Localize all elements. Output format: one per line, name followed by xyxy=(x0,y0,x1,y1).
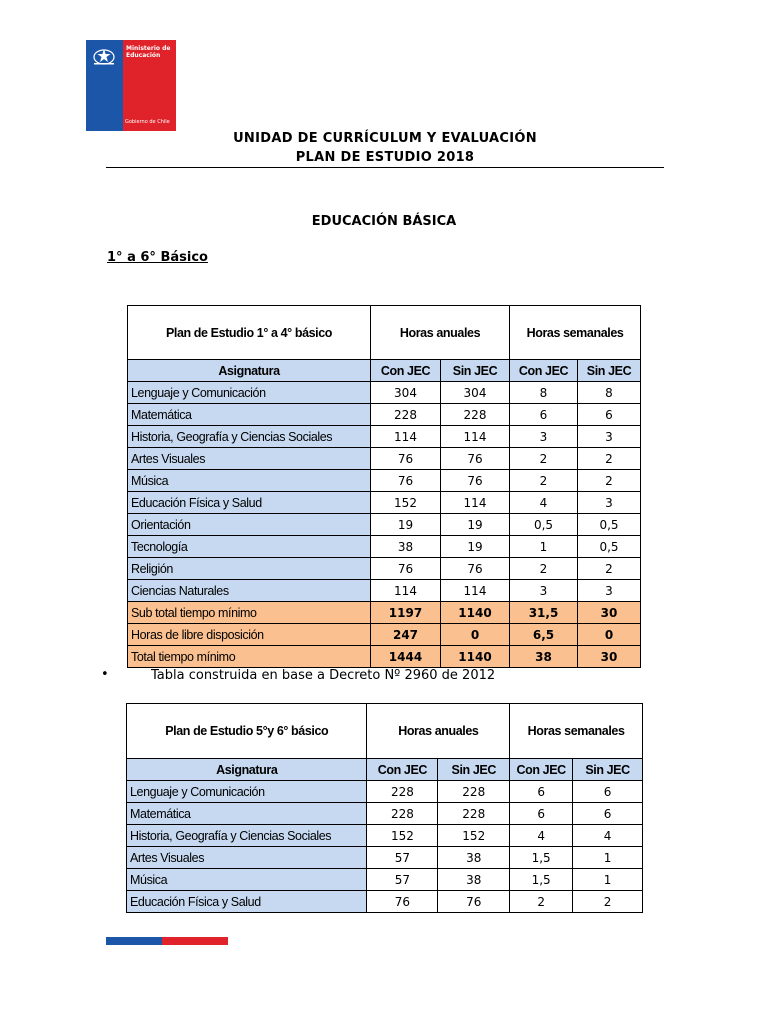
anual-sin-jec-cell: 114 xyxy=(441,492,510,514)
subject-cell: Horas de libre disposición xyxy=(128,624,371,646)
subject-cell: Matemática xyxy=(128,404,371,426)
anual-sin-jec-cell: 76 xyxy=(438,891,510,913)
subject-cell: Total tiempo mínimo xyxy=(128,646,371,668)
subject-cell: Religión xyxy=(128,558,371,580)
table-row xyxy=(127,869,643,891)
anual-con-jec-cell: 228 xyxy=(367,781,438,803)
subject-cell: Historia, Geografía y Ciencias Sociales xyxy=(128,426,371,448)
semanal-sin-jec-cell: 1 xyxy=(573,847,643,869)
table-title: Plan de Estudio 1° a 4° básico xyxy=(128,306,371,360)
anual-con-jec-cell: 57 xyxy=(367,847,438,869)
footer-blue-segment xyxy=(106,937,162,945)
header-line-2: PLAN DE ESTUDIO 2018 xyxy=(295,150,475,165)
logo-ministry-line2: Educación xyxy=(126,52,161,59)
semanal-con-jec-cell: 38 xyxy=(510,646,578,668)
semanal-sin-jec-cell: 6 xyxy=(573,803,643,825)
table-row xyxy=(128,426,641,448)
anual-sin-jec-cell: 114 xyxy=(441,580,510,602)
semanal-sin-jec-cell: 3 xyxy=(578,580,641,602)
semanal-sin-jec-cell: 2 xyxy=(578,558,641,580)
anual-sin-jec-cell: 76 xyxy=(441,470,510,492)
col-asignatura: Asignatura xyxy=(128,360,371,382)
anual-sin-jec-cell: 152 xyxy=(438,825,510,847)
footer-red-segment xyxy=(162,937,228,945)
col-semanal-con-jec: Con JEC xyxy=(510,360,578,382)
bullet-icon: • xyxy=(101,667,109,682)
horas-semanales-header: Horas semanales xyxy=(510,306,641,360)
total-row xyxy=(128,624,641,646)
anual-sin-jec-cell: 228 xyxy=(441,404,510,426)
header-divider xyxy=(106,167,664,168)
subject-cell: Lenguaje y Comunicación xyxy=(127,781,367,803)
anual-con-jec-cell: 1444 xyxy=(371,646,441,668)
anual-sin-jec-cell: 1140 xyxy=(441,646,510,668)
semanal-con-jec-cell: 1,5 xyxy=(510,869,573,891)
horas-semanales-header: Horas semanales xyxy=(510,704,643,759)
section-title: EDUCACIÓN BÁSICA xyxy=(311,214,457,229)
logo-blue-panel xyxy=(86,40,123,131)
plan-table-5-6 xyxy=(126,703,643,913)
subject-cell: Educación Física y Salud xyxy=(127,891,367,913)
semanal-con-jec-cell: 2 xyxy=(510,558,578,580)
table-row xyxy=(128,448,641,470)
semanal-sin-jec-cell: 2 xyxy=(578,470,641,492)
semanal-con-jec-cell: 6,5 xyxy=(510,624,578,646)
subject-cell: Historia, Geografía y Ciencias Sociales xyxy=(127,825,367,847)
anual-con-jec-cell: 38 xyxy=(371,536,441,558)
subject-cell: Música xyxy=(128,470,371,492)
horas-anuales-header: Horas anuales xyxy=(371,306,510,360)
semanal-con-jec-cell: 3 xyxy=(510,580,578,602)
anual-con-jec-cell: 228 xyxy=(367,803,438,825)
anual-con-jec-cell: 114 xyxy=(371,426,441,448)
anual-con-jec-cell: 152 xyxy=(367,825,438,847)
anual-sin-jec-cell: 114 xyxy=(441,426,510,448)
note-text: Tabla construida en base a Decreto Nº 2960 de 2012 xyxy=(151,668,496,683)
anual-con-jec-cell: 19 xyxy=(371,514,441,536)
semanal-sin-jec-cell: 8 xyxy=(578,382,641,404)
anual-sin-jec-cell: 0 xyxy=(441,624,510,646)
semanal-con-jec-cell: 1,5 xyxy=(510,847,573,869)
horas-anuales-header: Horas anuales xyxy=(367,704,510,759)
anual-sin-jec-cell: 38 xyxy=(438,869,510,891)
header-line-1: UNIDAD DE CURRÍCULUM Y EVALUACIÓN xyxy=(233,131,537,146)
semanal-con-jec-cell: 2 xyxy=(510,470,578,492)
table-row xyxy=(127,803,643,825)
logo-ministry-name xyxy=(126,45,170,59)
table-row xyxy=(128,492,641,514)
subject-cell: Música xyxy=(127,869,367,891)
semanal-con-jec-cell: 31,5 xyxy=(510,602,578,624)
anual-con-jec-cell: 114 xyxy=(371,580,441,602)
semanal-sin-jec-cell: 0,5 xyxy=(578,514,641,536)
anual-con-jec-cell: 76 xyxy=(371,470,441,492)
ministry-logo xyxy=(86,40,176,131)
semanal-con-jec-cell: 6 xyxy=(510,404,578,426)
subject-cell: Artes Visuales xyxy=(127,847,367,869)
table-title: Plan de Estudio 5°y 6° básico xyxy=(127,704,367,759)
column-header-row xyxy=(128,360,641,382)
anual-sin-jec-cell: 19 xyxy=(441,514,510,536)
table-row xyxy=(128,558,641,580)
semanal-con-jec-cell: 2 xyxy=(510,448,578,470)
semanal-sin-jec-cell: 3 xyxy=(578,426,641,448)
semanal-sin-jec-cell: 4 xyxy=(573,825,643,847)
anual-con-jec-cell: 76 xyxy=(371,558,441,580)
total-row xyxy=(128,602,641,624)
table-row xyxy=(127,781,643,803)
table-row xyxy=(128,580,641,602)
col-anual-con-jec: Con JEC xyxy=(367,759,438,781)
table-row xyxy=(127,847,643,869)
column-header-row xyxy=(127,759,643,781)
semanal-con-jec-cell: 3 xyxy=(510,426,578,448)
table-row xyxy=(128,470,641,492)
anual-sin-jec-cell: 228 xyxy=(438,781,510,803)
subject-cell: Lenguaje y Comunicación xyxy=(128,382,371,404)
anual-con-jec-cell: 76 xyxy=(367,891,438,913)
anual-sin-jec-cell: 19 xyxy=(441,536,510,558)
semanal-sin-jec-cell: 0,5 xyxy=(578,536,641,558)
semanal-con-jec-cell: 6 xyxy=(510,781,573,803)
semanal-con-jec-cell: 4 xyxy=(510,825,573,847)
semanal-sin-jec-cell: 2 xyxy=(573,891,643,913)
semanal-sin-jec-cell: 30 xyxy=(578,602,641,624)
subject-cell: Sub total tiempo mínimo xyxy=(128,602,371,624)
semanal-sin-jec-cell: 6 xyxy=(573,781,643,803)
anual-con-jec-cell: 57 xyxy=(367,869,438,891)
logo-red-panel xyxy=(123,40,176,131)
anual-con-jec-cell: 228 xyxy=(371,404,441,426)
semanal-con-jec-cell: 4 xyxy=(510,492,578,514)
anual-sin-jec-cell: 304 xyxy=(441,382,510,404)
anual-con-jec-cell: 304 xyxy=(371,382,441,404)
anual-con-jec-cell: 247 xyxy=(371,624,441,646)
anual-sin-jec-cell: 38 xyxy=(438,847,510,869)
anual-sin-jec-cell: 1140 xyxy=(441,602,510,624)
anual-sin-jec-cell: 76 xyxy=(441,448,510,470)
table-row xyxy=(127,891,643,913)
col-semanal-con-jec: Con JEC xyxy=(510,759,573,781)
table-row xyxy=(128,382,641,404)
semanal-con-jec-cell: 2 xyxy=(510,891,573,913)
semanal-sin-jec-cell: 2 xyxy=(578,448,641,470)
logo-ministry-line1: Ministerio de xyxy=(126,45,171,52)
semanal-sin-jec-cell: 3 xyxy=(578,492,641,514)
table-row xyxy=(128,536,641,558)
subject-cell: Educación Física y Salud xyxy=(128,492,371,514)
subject-cell: Tecnología xyxy=(128,536,371,558)
table-row xyxy=(128,514,641,536)
anual-con-jec-cell: 152 xyxy=(371,492,441,514)
anual-con-jec-cell: 1197 xyxy=(371,602,441,624)
semanal-con-jec-cell: 6 xyxy=(510,803,573,825)
total-row xyxy=(128,646,641,668)
subject-cell: Orientación xyxy=(128,514,371,536)
semanal-sin-jec-cell: 1 xyxy=(573,869,643,891)
col-anual-sin-jec: Sin JEC xyxy=(438,759,510,781)
table-header-row xyxy=(128,306,641,360)
col-semanal-sin-jec: Sin JEC xyxy=(578,360,641,382)
subject-cell: Matemática xyxy=(127,803,367,825)
subsection-title: 1° a 6° Básico xyxy=(107,250,208,265)
col-anual-con-jec: Con JEC xyxy=(371,360,441,382)
col-semanal-sin-jec: Sin JEC xyxy=(573,759,643,781)
plan-table-1-4 xyxy=(127,305,641,668)
table-header-row xyxy=(127,704,643,759)
col-asignatura: Asignatura xyxy=(127,759,367,781)
semanal-con-jec-cell: 8 xyxy=(510,382,578,404)
anual-sin-jec-cell: 228 xyxy=(438,803,510,825)
semanal-con-jec-cell: 1 xyxy=(510,536,578,558)
semanal-sin-jec-cell: 30 xyxy=(578,646,641,668)
anual-con-jec-cell: 76 xyxy=(371,448,441,470)
subject-cell: Ciencias Naturales xyxy=(128,580,371,602)
coat-of-arms-icon xyxy=(91,44,117,66)
table-note xyxy=(101,667,496,683)
anual-sin-jec-cell: 76 xyxy=(441,558,510,580)
logo-government-text: Gobierno de Chile xyxy=(125,119,170,125)
subject-cell: Artes Visuales xyxy=(128,448,371,470)
table-row xyxy=(127,825,643,847)
semanal-sin-jec-cell: 0 xyxy=(578,624,641,646)
footer-color-bar xyxy=(106,937,228,945)
table-row xyxy=(128,404,641,426)
semanal-con-jec-cell: 0,5 xyxy=(510,514,578,536)
semanal-sin-jec-cell: 6 xyxy=(578,404,641,426)
col-anual-sin-jec: Sin JEC xyxy=(441,360,510,382)
